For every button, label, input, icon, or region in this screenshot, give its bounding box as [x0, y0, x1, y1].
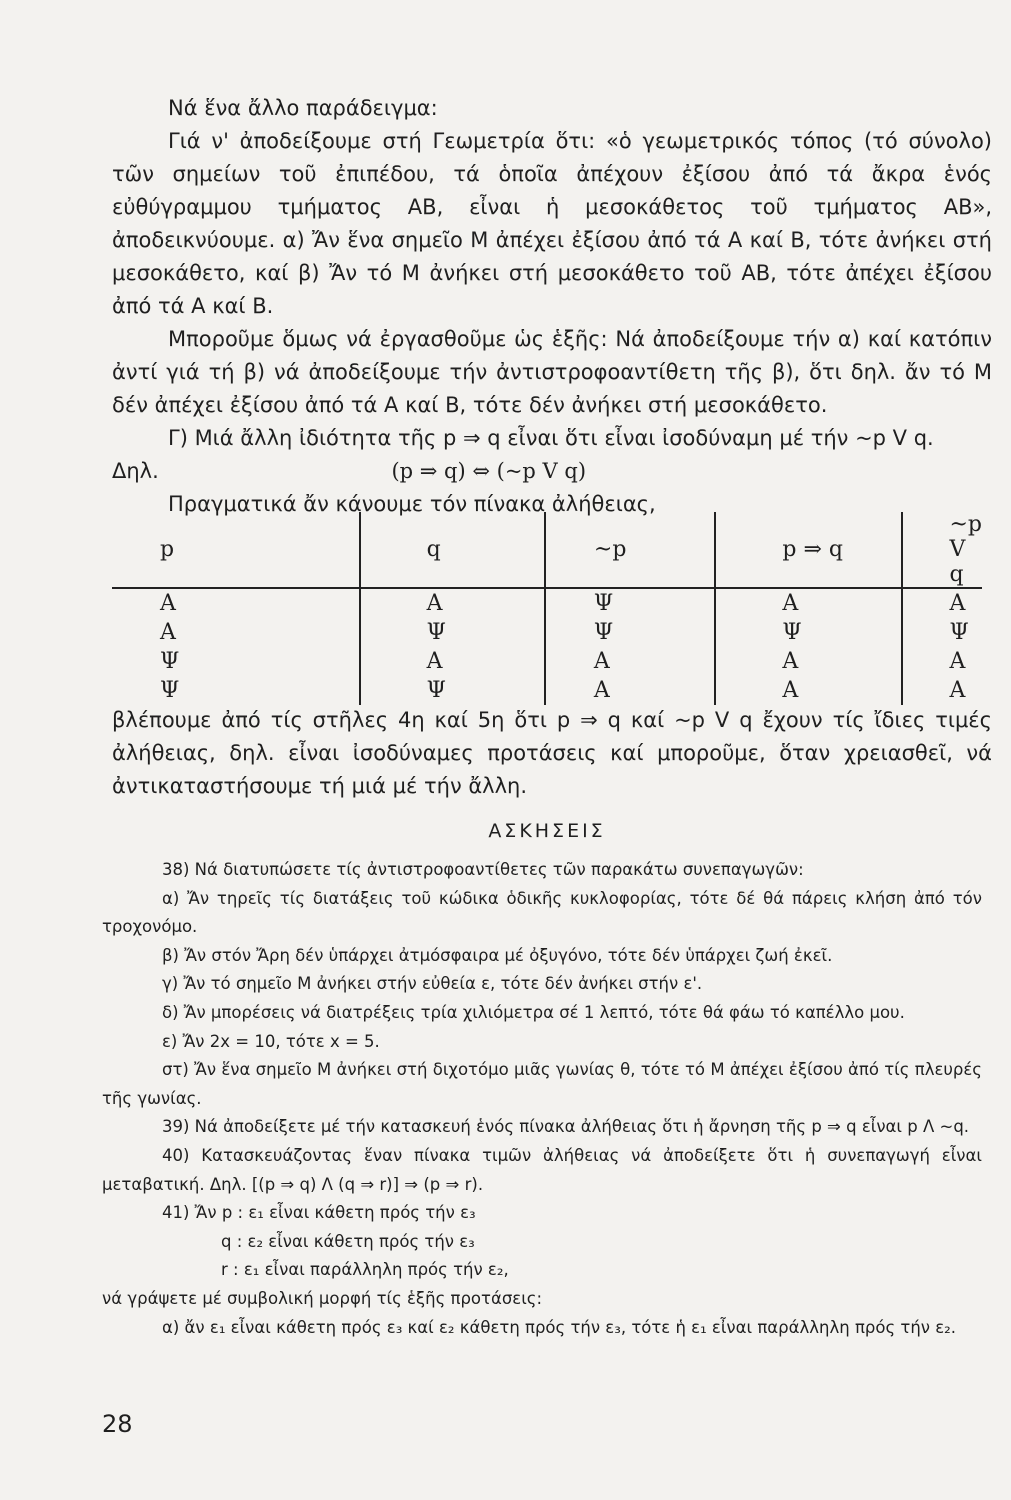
dil-label: Δηλ. — [112, 459, 159, 483]
table-row — [112, 588, 982, 618]
header-q: q — [360, 512, 545, 588]
table-cell: Ψ — [112, 676, 360, 705]
conclusion-paragraph: βλέπουμε ἀπό τίς στῆλες 4η καί 5η ὅτι p ⇒ q καί ~p V q ἔχουν τίς ἴδιες τιμές ἀλήθειας, δηλ. εἶναι ἰσοδύναμες προτάσεις καί μποροῦμε, ὅταν χρειασθεῖ, νά ἀντικαταστήσουμε τή μιά μέ τήν ἄλλη. — [112, 708, 992, 798]
table-cell: Α — [112, 588, 360, 618]
truth-table — [112, 512, 982, 705]
table-cell: Ψ — [360, 676, 545, 705]
header-not-p: ~p — [545, 512, 716, 588]
table-cell: Α — [949, 649, 966, 674]
exercises-section — [102, 856, 982, 1342]
header-implication: p ⇒ q — [715, 512, 902, 588]
header-p: p — [112, 512, 360, 588]
exercise-41: 41) Ἄν p : ε₁ εἶναι κάθετη πρός τήν ε₃ — [162, 1203, 476, 1223]
paragraph-1: Γιά ν' ἀποδείξουμε στή Γεωμετρία ὅτι: «ὁ γεωμετρικός τόπος (τό σύνολο) τῶν σημείων τοῦ ἐπιπέδου, τά ὁποῖα ἀπέχουν ἐξίσου ἀπό τά ἄκρα ἑνός εὐθύγραμμου τμήματος ΑΒ, εἶναι ἡ μεσοκάθετος τοῦ τμήματος ΑΒ», ἀποδεικνύουμε. α) Ἄν ἕνα σημεῖο Μ ἀπέχει ἐξίσου ἀπό τά Α καί Β, τότε ἀνήκει στή μεσοκάθετο, καί β) Ἄν τό Μ ἀνήκει στή μεσοκάθετο τοῦ ΑΒ, τότε ἀπέχει ἐξίσου ἀπό τά Α καί Β. — [112, 129, 992, 318]
equivalence-line — [112, 455, 992, 488]
paragraph-2: Μποροῦμε ὅμως νά ἐργασθοῦμε ὡς ἑξῆς: Νά ἀποδείξουμε τήν α) καί κατόπιν ἀντί γιά τή β) νά ἀποδείξουμε τήν ἀντιστροφοαντίθετη τῆς β), ὅτι δηλ. ἄν τό Μ δέν ἀπέχει ἐξίσου ἀπό τά Α καί Β, τότε δέν ἀνήκει στή μεσοκάθετο. — [112, 327, 992, 417]
exercise-38a: α) Ἄν τηρεῖς τίς διατάξεις τοῦ κώδικα ὁδικῆς κυκλοφορίας, τότε δέ θά πάρεις κλήση ἀπό τόν τροχονόμο. — [102, 888, 982, 937]
exercise-38st: στ) Ἄν ἕνα σημεῖο Μ ἀνήκει στή διχοτόμο μιᾶς γωνίας θ, τότε τό Μ ἀπέχει ἐξίσου ἀπό τίς πλευρές τῆς γωνίας. — [102, 1060, 982, 1108]
exercises-title: ΑΣΚΗΣΕΙΣ — [488, 820, 606, 842]
table-header-row — [112, 512, 982, 588]
paragraph-3: Γ) Μιά ἄλλη ἰδιότητα τῆς p ⇒ q εἶναι ὅτι εἶναι ἰσοδύναμη μέ τήν ~p V q. — [168, 426, 934, 450]
table-cell: Α — [360, 647, 545, 676]
paragraph-4: Πραγματικά ἄν κάνουμε τόν πίνακα ἀλήθειας, — [168, 492, 656, 516]
table-cell: Α — [715, 676, 902, 705]
exercise-38c: γ) Ἄν τό σημεῖο Μ ἀνήκει στήν εὐθεία ε, τότε δέν ἀνήκει στήν ε'. — [162, 974, 703, 994]
table-cell: Ψ — [360, 618, 545, 647]
table-cell: Α — [715, 588, 902, 618]
exercise-39: 39) Νά ἀποδείξετε μέ τήν κατασκευή ἑνός πίνακα ἀλήθειας ὅτι ἡ ἄρνηση τῆς p ⇒ q εἶναι p Λ ~q. — [162, 1117, 970, 1137]
exercise-41-text: νά γράψετε μέ συμβολική μορφή τίς ἑξῆς προτάσεις: — [102, 1288, 543, 1308]
intro-line: Νά ἕνα ἄλλο παράδειγμα: — [168, 96, 438, 120]
exercise-38e: ε) Ἄν 2x = 10, τότε x = 5. — [162, 1031, 380, 1051]
table-cell: Α — [545, 647, 716, 676]
table-cell: Α — [360, 588, 545, 618]
exercise-40: 40) Κατασκευάζοντας ἕναν πίνακα τιμῶν ἀλήθειας νά ἀποδείξετε ὅτι ἡ συνεπαγωγή εἶναι μεταβατική. Δηλ. [(p ⇒ q) Λ (q ⇒ r)] ⇒ (p ⇒ r). — [102, 1145, 982, 1194]
table-row — [112, 647, 982, 676]
exercise-38: 38) Νά διατυπώσετε τίς ἀντιστροφοαντίθετες τῶν παρακάτω συνεπαγωγῶν: — [162, 860, 804, 879]
truth-table-container — [112, 512, 982, 703]
table-cell: Α — [112, 618, 360, 647]
exercise-41-q: q : ε₂ εἶναι κάθετη πρός τήν ε₃ — [221, 1231, 475, 1251]
equivalence-formula: (p ⇒ q) ⇔ (~p V q) — [391, 459, 587, 483]
table-cell: Α — [715, 647, 902, 676]
conclusion-section — [112, 704, 992, 803]
table-cell: Ψ — [715, 618, 902, 647]
exercise-41a: α) ἄν ε₁ εἶναι κάθετη πρός ε₃ καί ε₂ κάθετη πρός τήν ε₃, τότε ἡ ε₁ εἶναι παράλληλη πρός τήν ε₂. — [162, 1317, 957, 1337]
table-cell: Α — [949, 678, 966, 703]
exercise-38d: δ) Ἄν μπορέσεις νά διατρέξεις τρία χιλιόμετρα σέ 1 λεπτό, τότε θά φάω τό καπέλλο μου. — [162, 1002, 905, 1022]
table-cell: Α — [949, 591, 966, 616]
table-cell: Ψ — [545, 588, 716, 618]
exercise-38b: β) Ἄν στόν Ἄρη δέν ὑπάρχει ἀτμόσφαιρα μέ ὀξυγόνο, τότε δέν ὑπάρχει ζωή ἐκεῖ. — [162, 945, 833, 965]
table-cell: Ψ — [112, 647, 360, 676]
table-row — [112, 618, 982, 647]
table-cell: Α — [545, 676, 716, 705]
intro-section — [112, 92, 992, 521]
table-row — [112, 676, 982, 705]
header-disjunction: ~p V q — [902, 512, 982, 588]
exercise-41-r: r : ε₁ εἶναι παράλληλη πρός τήν ε₂, — [221, 1260, 509, 1280]
page-number: 28 — [102, 1410, 133, 1438]
table-cell: Ψ — [949, 620, 969, 645]
table-cell: Ψ — [545, 618, 716, 647]
